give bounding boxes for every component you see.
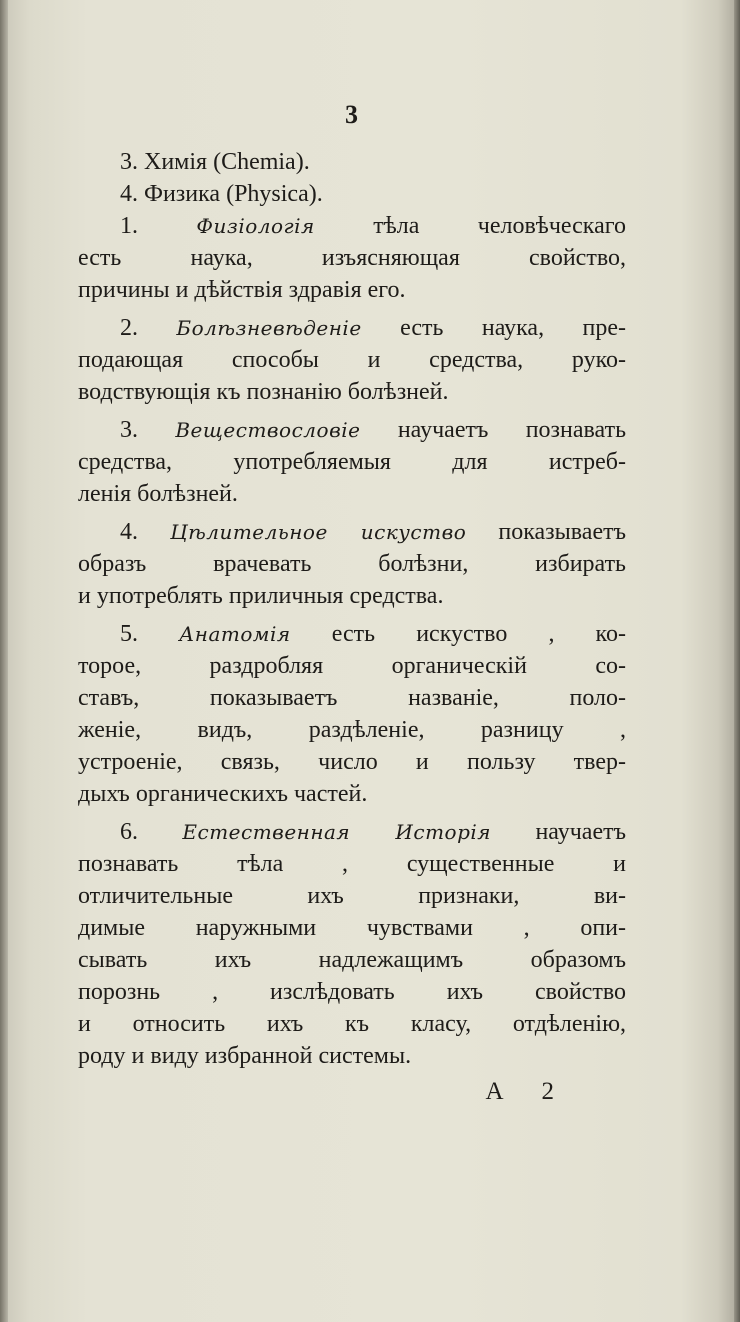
- paragraph-6-line-3: отличительные ихъ признаки, ви-: [78, 883, 626, 909]
- term-healing-art: Цѣлительное искуство: [170, 520, 467, 544]
- heading-physics: 4. Физика (Physica).: [120, 181, 323, 207]
- paragraph-2-line-3: водствующія къ познанію болѣзней.: [78, 379, 449, 405]
- printer-signature: [78, 1076, 626, 1108]
- signature-number: 2: [541, 1078, 554, 1105]
- paragraph-5-line-6: дыхъ органическихъ частей.: [78, 781, 368, 807]
- page-edge-right: [734, 0, 740, 1322]
- page-number: 3: [345, 100, 359, 129]
- paragraph-4-line-3: и употреблять приличныя средства.: [78, 583, 444, 609]
- heading-chemistry: 3. Химія (Chemia).: [120, 149, 310, 175]
- page-text: [78, 98, 626, 1108]
- paragraph-number: 4.: [120, 519, 138, 545]
- paragraph-6-line-1: 6. Естественная Исторія научаетъ: [120, 819, 626, 845]
- term-pathology: Болѣзневѣденіе: [176, 316, 362, 340]
- paragraph-2-line-1: 2. Болѣзневѣденіе есть наука, пре-: [120, 315, 626, 341]
- paragraph-6-line-7: и относить ихъ къ класу, отдѣленію,: [78, 1011, 626, 1037]
- paragraph-number: 3.: [120, 417, 138, 443]
- term-physiology: Физіологія: [196, 214, 315, 238]
- paragraph-5-line-3: ставъ, показываетъ названіе, поло-: [78, 685, 626, 711]
- paragraph-number: 6.: [120, 819, 138, 845]
- paragraph-6-line-2: познавать тѣла , существенные и: [78, 851, 626, 877]
- paragraph-5-line-4: женіе, видъ, раздѣленіе, разницу ,: [78, 717, 626, 743]
- term-pharmacology: Веществословіе: [175, 418, 361, 442]
- paragraph-1-line-3: причины и дѣйствія здравія его.: [78, 277, 406, 303]
- paragraph-5-line-5: устроеніе, связь, число и пользу твер-: [78, 749, 626, 775]
- paragraph-6-line-6: порознь , изслѣдовать ихъ свойство: [78, 979, 626, 1005]
- paragraph-5-line-1: 5. Анатомія есть искуство , ко-: [120, 621, 626, 647]
- paragraph-4-line-1: 4. Цѣлительное искуство показываетъ: [120, 519, 627, 545]
- paragraph-6-line-8: роду и виду избранной системы.: [78, 1043, 412, 1069]
- term-anatomy: Анатомія: [179, 622, 291, 646]
- paragraph-5-line-2: торое, раздробляя органическій со-: [78, 653, 626, 679]
- paragraph-3-line-2: средства, употребляемыя для истреб-: [78, 449, 626, 475]
- paragraph-3-line-1: 3. Веществословіе научаетъ познавать: [120, 417, 627, 443]
- paragraph-number: 5.: [120, 621, 138, 647]
- paragraph-6-line-4: димые наружными чувствами , опи-: [78, 915, 626, 941]
- paragraph-2-line-2: подающая способы и средства, руко-: [78, 347, 626, 373]
- signature-letter: А: [485, 1078, 504, 1105]
- paragraph-1-line-1: 1. Физіологія тѣла человѣческаго: [120, 213, 626, 239]
- page-gutter-left: [0, 0, 8, 1322]
- paragraph-number: 1.: [120, 213, 138, 239]
- term-natural-history: Естественная Исторія: [182, 820, 492, 844]
- paragraph-6-line-5: сывать ихъ надлежащимъ образомъ: [78, 947, 626, 973]
- paragraph-4-line-2: образъ врачевать болѣзни, избирать: [78, 551, 626, 577]
- paragraph-1-line-2: есть наука, изъясняющая свойство,: [78, 245, 626, 271]
- paragraph-3-line-3: ленія болѣзней.: [78, 481, 238, 507]
- paragraph-number: 2.: [120, 315, 138, 341]
